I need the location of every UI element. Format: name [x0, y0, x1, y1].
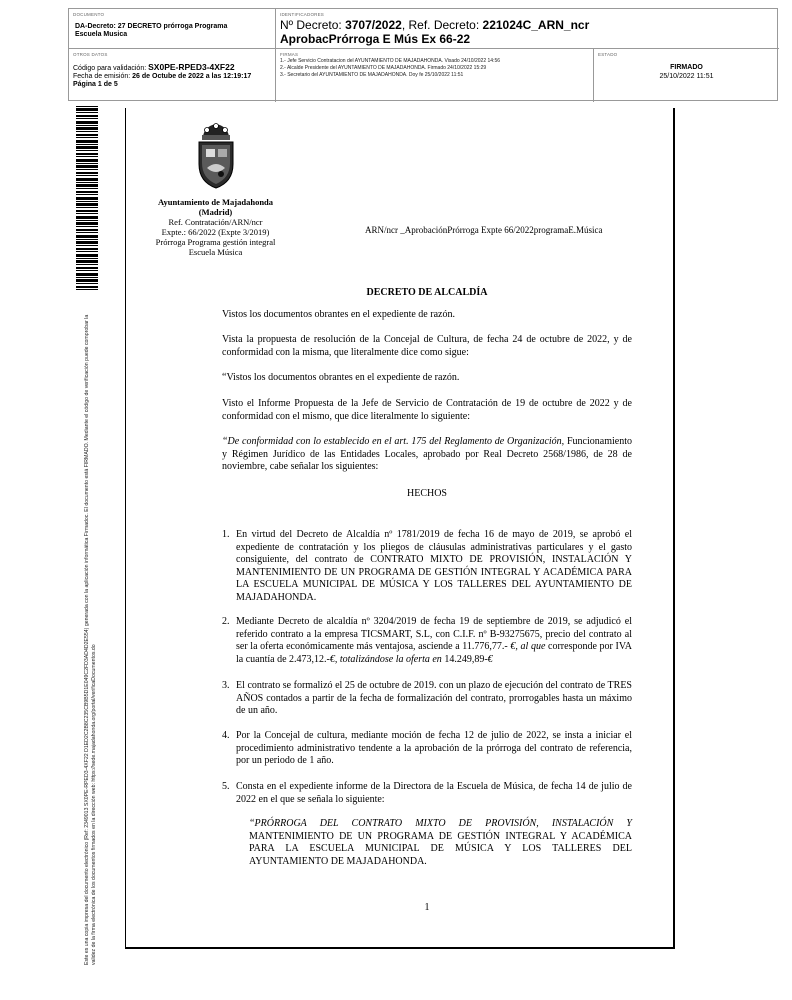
estado-cell — [594, 49, 779, 102]
codigo-label: Código para validación: — [73, 65, 147, 72]
hechos-heading: HECHOS — [406, 488, 447, 499]
item-4-number: 4. — [222, 730, 230, 741]
quote-rest: MANTENIMIENTO DE UN PROGRAMA DE GESTIÓN INTEGRAL Y ACADÉMICA PARA LA ESCUELA MUNICIPAL DE MÚSICA Y LOS TALLERES DEL AYUNTAMIENTO DE MAJADAHONDA. — [249, 830, 632, 867]
item-2-text — [236, 616, 632, 666]
item-2-text-a: Mediante Decreto de alcaldía nº 3204/2019 de fecha 19 de septiembre de 2019, se adjudicó el referido contrato a la empresa TICSMART, S.L, con C.I.F. nº B-93275675, precio del contrato al ser la oferta económicamente más ventajosa, asciende a 11.776,77.- — [236, 616, 632, 652]
documento-line1: DA-Decreto: 27 DECRETO prórroga Programa — [75, 23, 228, 30]
id-prefix: Nº Decreto: — [280, 18, 342, 32]
org-region: (Madrid) — [198, 207, 233, 217]
paragraph-5 — [222, 436, 632, 474]
codigo-value: SX0PE-RPED3-4XF22 — [148, 62, 235, 72]
decree-identifier — [280, 18, 589, 46]
id-line2: AprobacPrórroga E Mús Ex 66-22 — [280, 32, 471, 46]
identificadores-cell — [276, 9, 779, 49]
item-2-text-e: 14.249,89- — [441, 653, 488, 665]
item-2-number: 2. — [222, 616, 230, 627]
paragraph-3: “Vistos los documentos obrantes en el expediente de razón. — [222, 372, 460, 383]
documento-cell — [69, 9, 276, 49]
org-line3: Prórroga Programa gestión integral — [155, 237, 276, 247]
org-line4: Escuela Música — [188, 247, 243, 257]
firma-1: 1.- Jefe Servicio Contratacion del AYUNTAMIENTO DE MAJADAHONDA. Visado 24/10/2022 14:56 — [280, 58, 501, 64]
item-2-text-b: €, al que — [507, 641, 546, 652]
item-5-text: Consta en el expediente informe de la Directora de la Escuela de Música, de fecha 14 de julio de 2022 en el que se señala lo siguiente: — [236, 781, 632, 805]
otros-datos-cell — [69, 49, 276, 102]
firmas-cell — [276, 49, 594, 102]
coat-of-arms-icon — [195, 120, 237, 190]
item-1-number: 1. — [222, 529, 230, 540]
item-3-text: El contrato se formalizó el 25 de octubre de 2019. con un plazo de ejecución del contrato de TRES AÑOS contados a partir de la fecha de formalización del contrato, prorrogables hasta un máximo de un año. — [236, 680, 632, 716]
quote-italic: “PRÓRROGA DEL CONTRATO MIXTO DE PROVISIÓN, INSTALACIÓN Y — [249, 818, 632, 829]
barcode — [76, 106, 98, 290]
firma-3: 3.- Secretario del AYUNTAMIENTO DE MAJADAHONDA. Doy fe 25/10/2022 11:51 — [280, 72, 464, 78]
firmas-label: FIRMAS — [280, 52, 299, 57]
identificadores-label: IDENTIFICADORES — [280, 12, 325, 17]
decree-number: 3707/2022 — [345, 18, 402, 32]
signature-header — [68, 8, 778, 101]
paragraph-4: Visto el Informe Propuesta de la Jefe de Servicio de Contratación de 19 de octubre de 2022 y de conformidad con el mismo, que dice literalmente lo siguiente: — [222, 398, 632, 422]
codigo-validacion — [73, 62, 235, 72]
fecha-emision — [73, 73, 251, 80]
estado-value: FIRMADO — [670, 64, 703, 71]
org-name: Ayuntamiento de Majadahonda — [157, 197, 274, 207]
organization-block — [147, 197, 284, 257]
paragraph-5-italic: “De conformidad con lo establecido en el art. 175 del Reglamento de Organización, — [222, 436, 565, 447]
item-5-number: 5. — [222, 781, 230, 792]
verification-side-text: Este es una copia impresa del documento electrónico (Ref: 2349013 SX0PE-RPED3-4XF22 D1ED2C2B8C235CB9B5D1E049C2FD3AD4D2E554) generada con la aplicación informática Firmadoc. El documento está FIRMADO. Mediante el código de verificación puede comprobar la validez de la firma electrónica de los documentos firmados en la dirección web: https://sede.majadahonda.org/portal/verificaDocumentos.do — [84, 314, 97, 965]
estado-label: ESTADO — [598, 52, 618, 57]
firma-2: 2.- Alcalde Presidente del AYUNTAMIENTO DE MAJADAHONDA. Firmado 24/10/2022 15:29 — [280, 65, 487, 71]
ref-code: 221024C_ARN_ncr — [482, 18, 590, 32]
emision-value: 26 de Octube de 2022 a las 12:19:17 — [132, 73, 252, 80]
decree-title: DECRETO DE ALCALDÍA — [366, 287, 488, 298]
item-4-text: Por la Concejal de cultura, mediante moción de fecha 12 de julio de 2022, se insta a iniciar el procedimiento administrativo tendente a la aprobación de la prórroga del contrato de referencia, por un periodo de 1 año. — [236, 730, 632, 766]
documento-name — [75, 23, 227, 39]
pagina-indicator: Página 1 de 5 — [73, 81, 118, 88]
paragraph-1: Vistos los documentos obrantes en el expediente de razón. — [222, 309, 455, 320]
otros-label: OTROS DATOS — [73, 52, 108, 57]
item-2-text-f: € — [487, 653, 493, 665]
page-number: 1 — [424, 902, 430, 913]
ref-prefix: , Ref. Decreto: — [401, 18, 480, 32]
paragraph-2: Vista la propuesta de resolución de la Concejal de Cultura, de fecha 24 de octubre de 2022, y de conformidad con la misma, que literalmente dice como sigue: — [222, 334, 632, 358]
paragraph-5-rest: Funcionamiento y Régimen Jurídico de las Entidades Locales, aprobado por Real Decreto 2568/1986, de 28 de noviembre, cabe señalar los siguientes: — [222, 436, 632, 472]
document-reference: ARN/ncr _AprobaciónPrórroga Expte 66/2022programaE.Música — [365, 225, 603, 235]
item-2-text-d: €, totalizándose la oferta en — [329, 653, 442, 665]
estado-date: 25/10/2022 11:51 — [659, 73, 714, 80]
emision-label: Fecha de emisión: — [73, 73, 131, 80]
org-line2: Expte.: 66/2022 (Expte 3/2019) — [161, 227, 270, 237]
quoted-report — [249, 818, 632, 868]
org-line1: Ref. Contratación/ARN/ncr — [168, 217, 263, 227]
documento-label: DOCUMENTO — [73, 12, 105, 17]
item-3-number: 3. — [222, 680, 230, 691]
item-2-text-c: corresponde por IVA la cuantía de 2.473,12.- — [236, 641, 632, 665]
documento-line2: Escuela Musica — [75, 31, 128, 38]
item-1-text: En virtud del Decreto de Alcaldía nº 1781/2019 de fecha 16 de mayo de 2019, se aprobó el expediente de contratación y los pliegos de cláusulas administrativas particulares y el gasto consiguiente, del contrato de CONTRATO MIXTO DE PROVISIÓN, INSTALACIÓN Y MANTENIMIENTO DE UN PROGRAMA DE GESTIÓN INTEGRAL Y ACADÉMICA PARA LA ESCUELA MUNICIPAL DE MÚSICA Y LOS TALLERES DEL AYUNTAMIENTO DE MAJADAHONDA. — [236, 529, 632, 603]
